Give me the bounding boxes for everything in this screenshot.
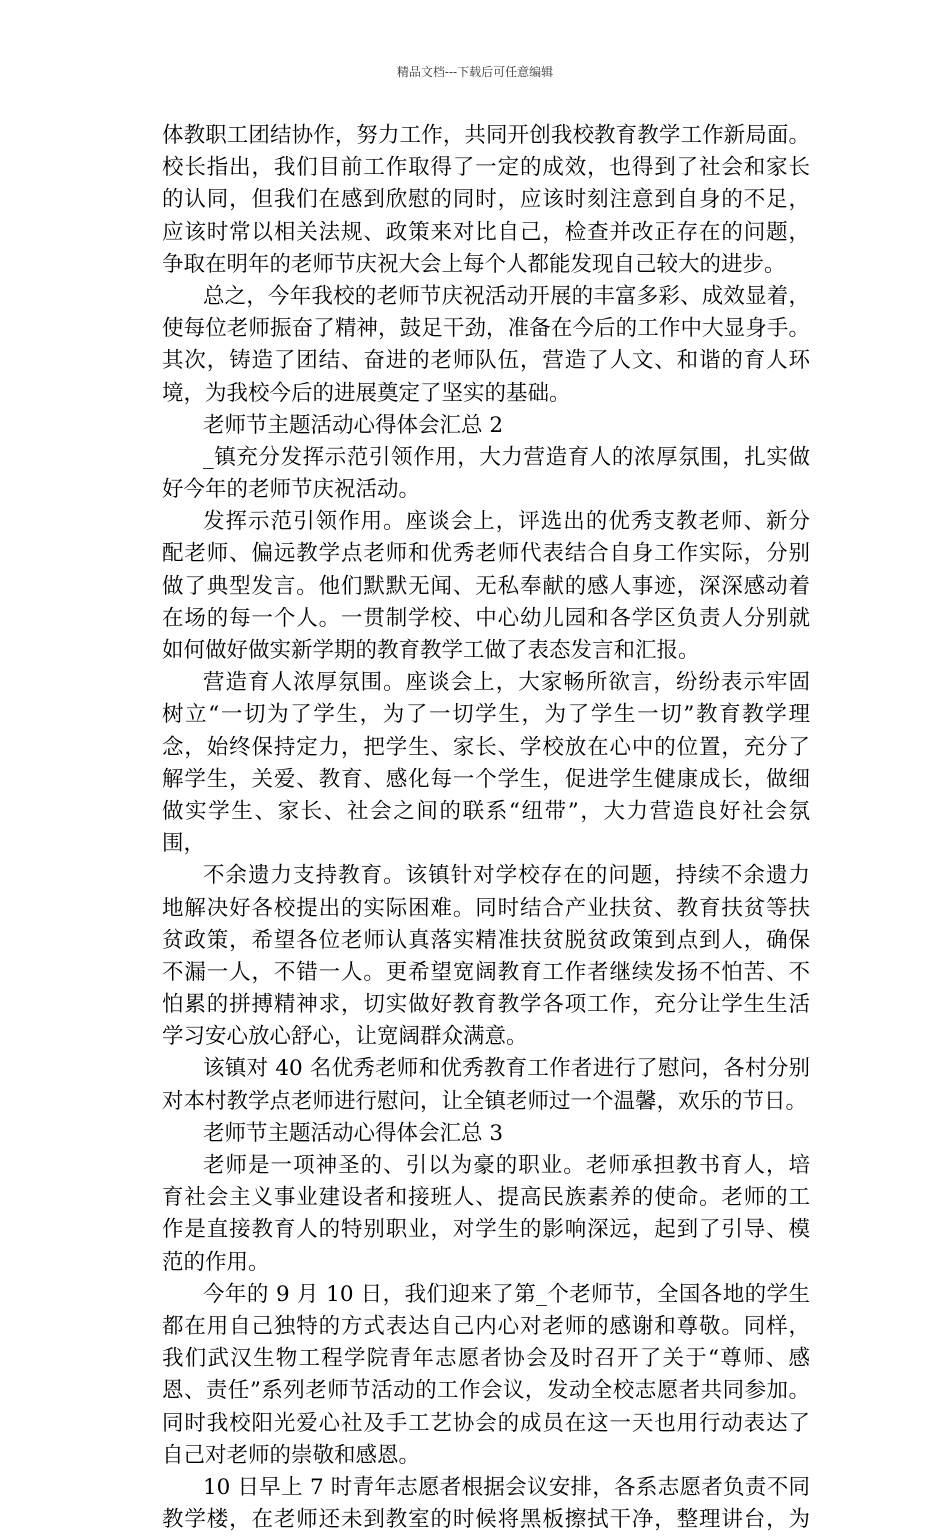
text-line: 恩、责任”系列老师节活动的工作会议，发动全校志愿者共同参加。 (162, 1378, 810, 1404)
text-line: 对本村教学点老师进行慰问，让全镇老师过一个温馨，欢乐的节日。 (162, 1088, 808, 1114)
text-line: _镇充分发挥示范引领作用，大力营造育人的浓厚氛围，扎实做 (203, 444, 810, 470)
text-line: 如何做好做实新学期的教育教学工做了表态发言和汇报。 (162, 638, 700, 663)
text-line: 教学楼，在老师还未到教室的时候将黑板擦拭干净，整理讲台，为 (162, 1507, 810, 1533)
text-line: 围， (162, 831, 206, 857)
text-line: 树立“一切为了学生，为了一切学生，为了学生一切”教育教学理 (162, 702, 810, 728)
text-line: 解学生，关爱、教育、感化每一个学生，促进学生健康成长，做细 (162, 766, 810, 792)
text-line: 好今年的老师节庆祝活动。 (162, 477, 421, 503)
text-line: 总之，今年我校的老师节庆祝活动开展的丰富多彩、成效显着， (203, 283, 810, 309)
text-line: 做实学生、家长、社会之间的联系“纽带”，大力营造良好社会氛 (162, 798, 810, 824)
text-line: 境，为我校今后的进展奠定了坚实的基础。 (162, 380, 571, 406)
text-line: 老师节主题活动心得体会汇总 2 (203, 412, 504, 438)
text-line: 作是直接教育人的特别职业，对学生的影响深远，起到了引导、模 (162, 1217, 810, 1243)
text-line: 我们武汉生物工程学院青年志愿者协会及时召开了关于“尊师、感 (162, 1346, 810, 1372)
text-line: 学习安心放心舒心，让宽阔群众满意。 (162, 1024, 528, 1050)
text-line: 使每位老师振奋了精神，鼓足干劲，准备在今后的工作中大显身手。 (162, 316, 810, 342)
text-line: 10 日早上 7 时青年志愿者根据会议安排，各系志愿者负责不同 (203, 1474, 810, 1500)
text-line: 该镇对 40 名优秀老师和优秀教育工作者进行了慰问，各村分别 (203, 1056, 810, 1082)
text-line: 做了典型发言。他们默默无闻、无私奉献的感人事迹，深深感动着 (162, 573, 810, 599)
text-line: 的认同，但我们在感到欣慰的同时，应该时刻注意到自身的不足， (162, 187, 810, 213)
text-line: 体教职工团结协作，努力工作，共同开创我校教育教学工作新局面。 (162, 123, 810, 148)
text-line: 不余遗力支持教育。该镇针对学校存在的问题，持续不余遗力 (203, 863, 810, 889)
text-line: 校长指出，我们目前工作取得了一定的成效，也得到了社会和家长 (162, 155, 810, 181)
text-line: 争取在明年的老师节庆祝大会上每个人都能发现自己较大的进步。 (162, 251, 786, 277)
page-header: 精品文档---下载后可任意编辑 (396, 65, 554, 79)
text-line: 同时我校阳光爱心社及手工艺协会的成员在这一天也用行动表达了 (162, 1410, 810, 1436)
text-line: 配老师、偏远教学点老师和优秀老师代表结合自身工作实际，分别 (162, 541, 810, 567)
text-line: 自己对老师的崇敬和感恩。 (162, 1442, 421, 1468)
text-line: 不漏一人，不错一人。更希望宽阔教育工作者继续发扬不怕苦、不 (162, 959, 810, 985)
text-line: 都在用自己独特的方式表达自己内心对老师的感谢和尊敬。同样， (162, 1313, 810, 1339)
text-line: 应该时常以相关法规、政策来对比自己，检查并改正存在的问题， (162, 219, 810, 245)
text-line: 怕累的拼搏精神求，切实做好教育教学各项工作，充分让学生生活 (162, 992, 810, 1018)
text-line: 老师是一项神圣的、引以为豪的职业。老师承担教书育人，培 (203, 1153, 810, 1178)
text-line: 老师节主题活动心得体会汇总 3 (203, 1120, 504, 1146)
text-line: 今年的 9 月 10 日，我们迎来了第_个老师节，全国各地的学生 (203, 1281, 810, 1307)
text-line: 贫政策，希望各位老师认真落实精准扶贫脱贫政策到点到人，确保 (162, 927, 810, 953)
text-line: 育社会主义事业建设者和接班人、提高民族素养的使命。老师的工 (162, 1185, 810, 1211)
document-body (162, 120, 810, 1536)
text-line: 营造育人浓厚氛围。座谈会上，大家畅所欲言，纷纷表示牢固 (203, 670, 810, 696)
text-line: 范的作用。 (162, 1249, 270, 1275)
text-line: 其次，铸造了团结、奋进的老师队伍，营造了人文、和谐的育人环 (162, 348, 810, 374)
text-line: 念，始终保持定力，把学生、家长、学校放在心中的位置，充分了 (162, 734, 810, 760)
text-line: 地解决好各校提出的实际困难。同时结合产业扶贫、教育扶贫等扶 (162, 895, 810, 921)
text-line: 发挥示范引领作用。座谈会上，评选出的优秀支教老师、新分 (203, 509, 810, 535)
text-line: 在场的每一个人。一贯制学校、中心幼儿园和各学区负责人分别就 (162, 605, 810, 631)
